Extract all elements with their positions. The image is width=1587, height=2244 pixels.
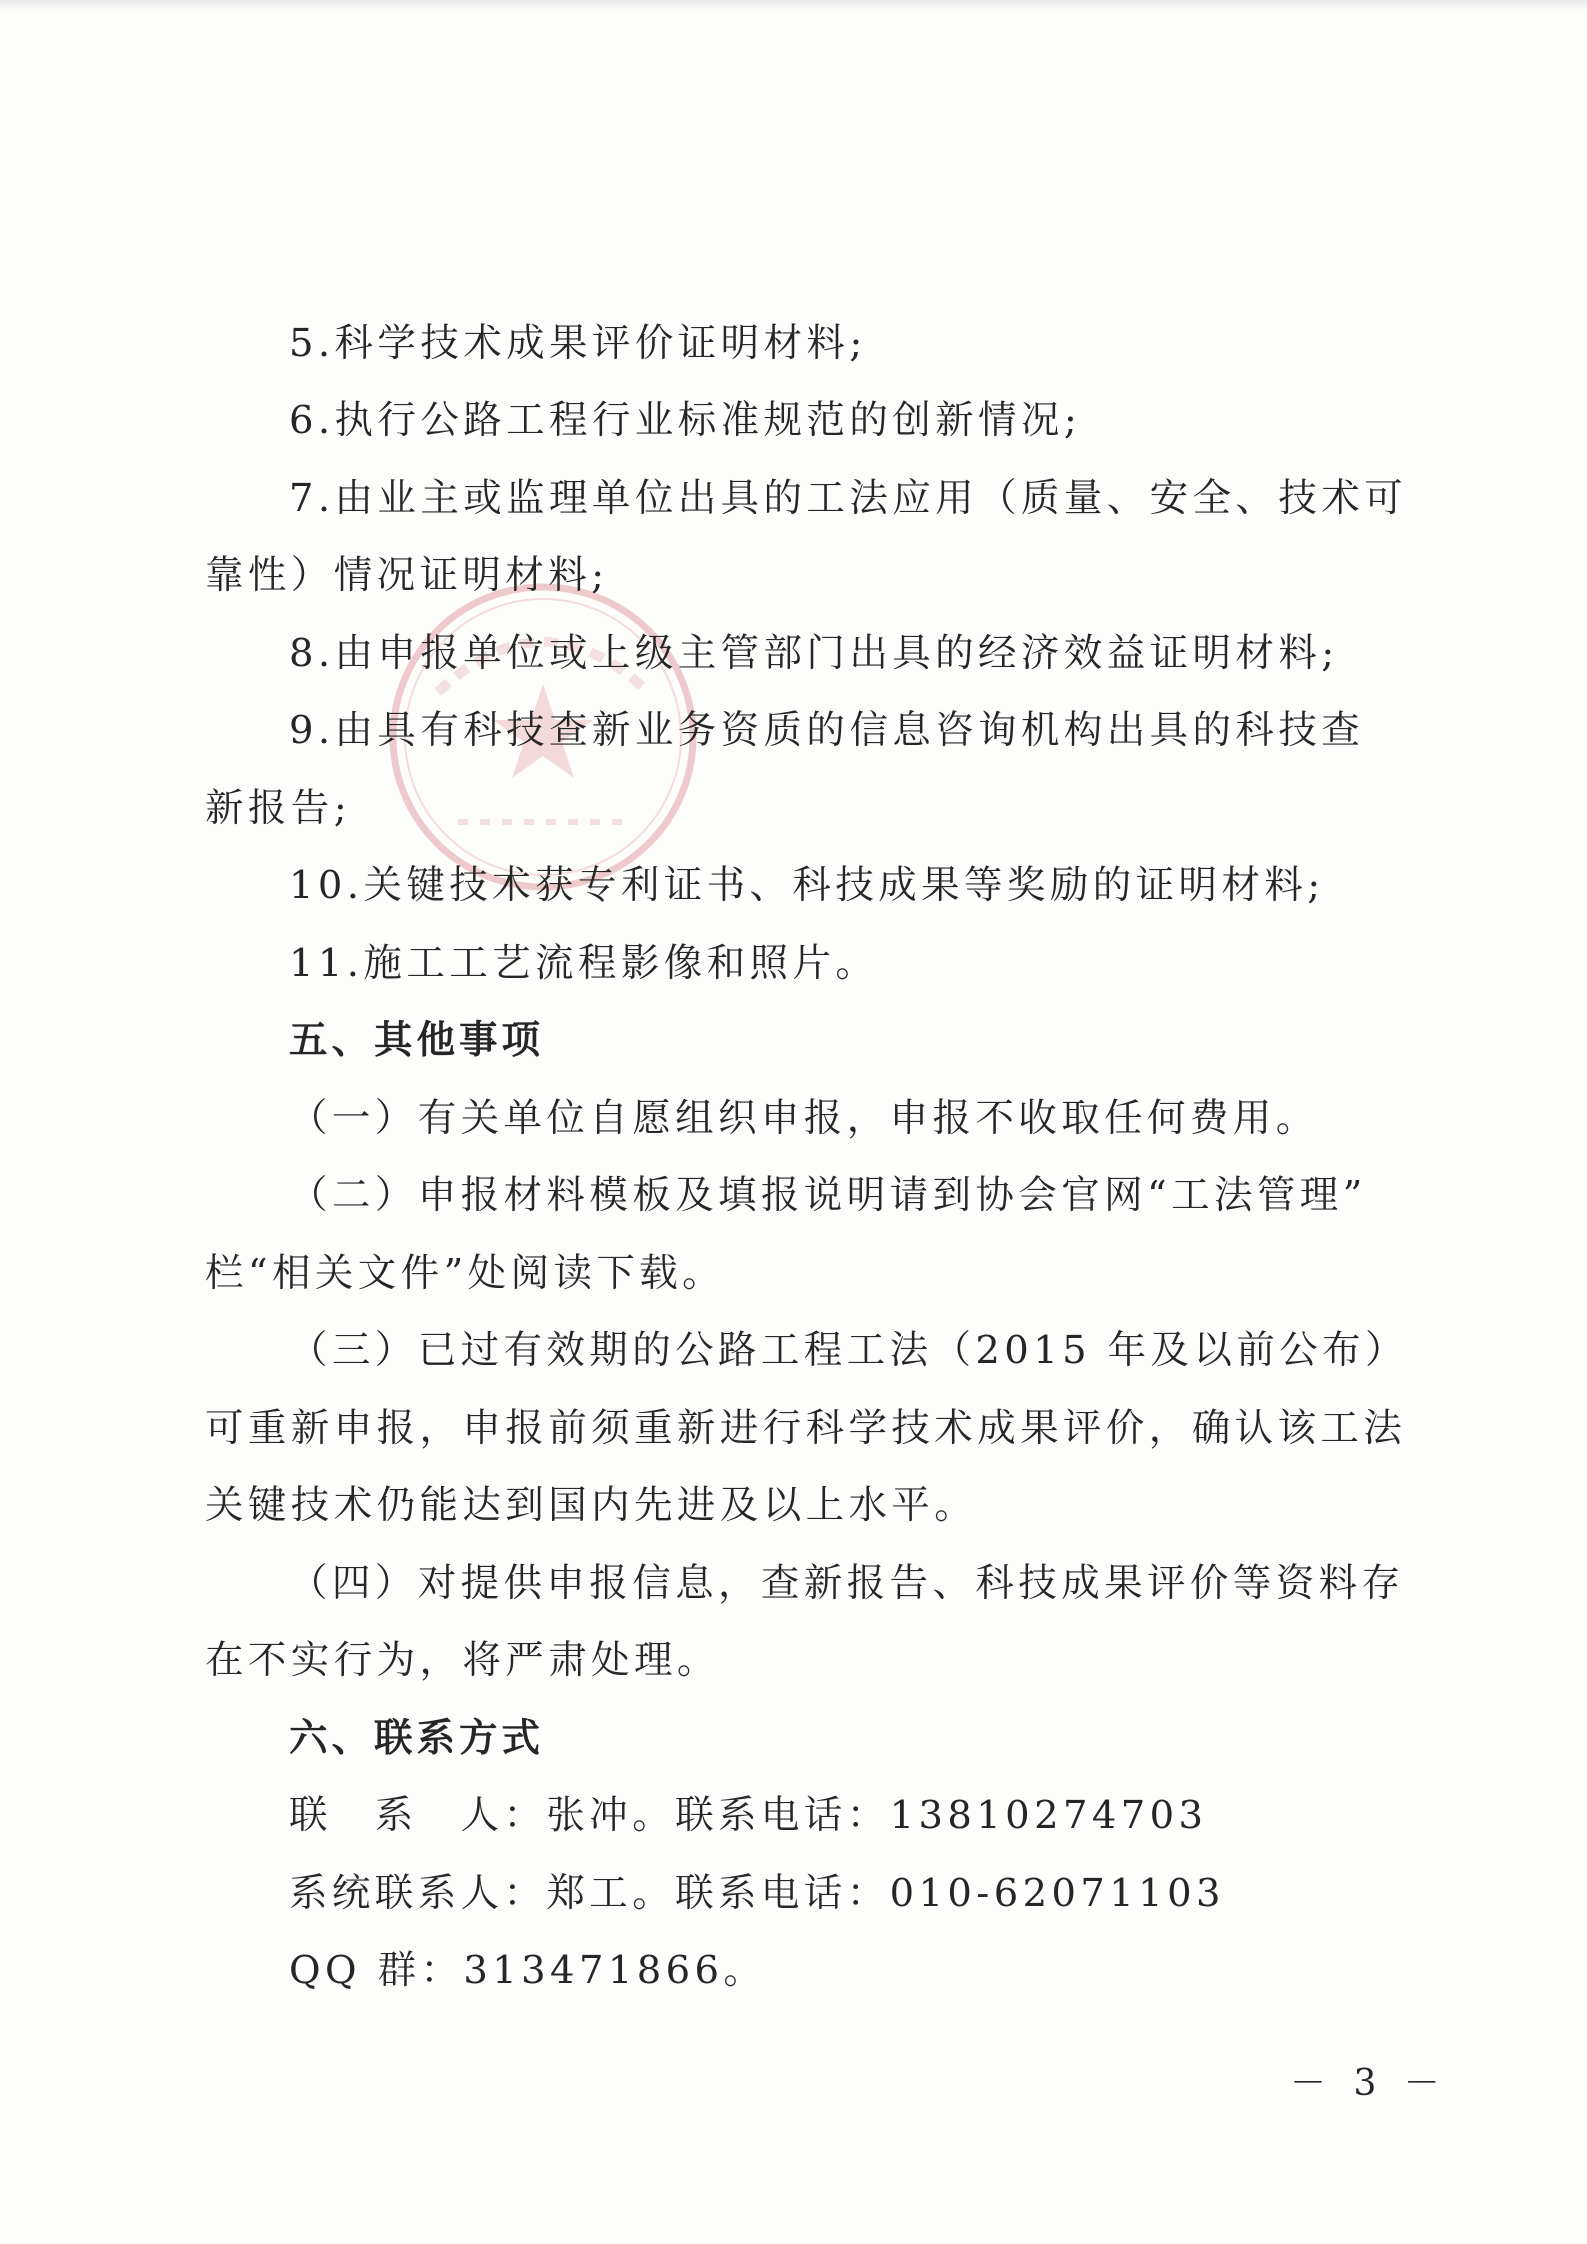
item-10: 10.关键技术获专利证书、科技成果等奖励的证明材料; bbox=[289, 863, 1325, 908]
other-item-2: （二）申报材料模板及填报说明请到协会官网“工法管理” bbox=[289, 1173, 1367, 1218]
section-5-heading: 五、其他事项 bbox=[289, 1018, 545, 1063]
item-11: 11.施工工艺流程影像和照片。 bbox=[289, 941, 879, 986]
other-item-3-continued: 可重新申报，申报前须重新进行科学技术成果评价，确认该工法 bbox=[205, 1406, 1407, 1451]
other-item-2-continued: 栏“相关文件”处阅读下载。 bbox=[205, 1251, 726, 1296]
system-contact: 系统联系人：郑工。联系电话：010-62071103 bbox=[289, 1871, 1225, 1916]
other-item-3: （三）已过有效期的公路工程工法（2015 年及以前公布） bbox=[289, 1328, 1408, 1373]
page-number: － 3 － bbox=[1290, 2063, 1448, 2104]
item-9-continued: 新报告; bbox=[205, 786, 352, 831]
item-7: 7.由业主或监理单位出具的工法应用（质量、安全、技术可 bbox=[289, 476, 1408, 521]
item-5: 5.科学技术成果评价证明材料; bbox=[289, 321, 867, 366]
other-item-4: （四）对提供申报信息，查新报告、科技成果评价等资料存 bbox=[289, 1561, 1405, 1606]
item-9: 9.由具有科技查新业务资质的信息咨询机构出具的科技查 bbox=[289, 708, 1365, 753]
other-item-1: （一）有关单位自愿组织申报，申报不收取任何费用。 bbox=[289, 1096, 1319, 1141]
other-item-4-continued: 在不实行为，将严肃处理。 bbox=[205, 1638, 720, 1683]
item-8: 8.由申报单位或上级主管部门出具的经济效益证明材料; bbox=[289, 631, 1339, 676]
qq-group: QQ 群：313471866。 bbox=[289, 1948, 767, 1993]
item-6: 6.执行公路工程行业标准规范的创新情况; bbox=[289, 398, 1082, 443]
item-7-continued: 靠性）情况证明材料; bbox=[205, 553, 609, 598]
contact-person: 联 系 人：张冲。联系电话：13810274703 bbox=[289, 1793, 1208, 1838]
other-item-3-continued-2: 关键技术仍能达到国内先进及以上水平。 bbox=[205, 1483, 978, 1528]
scan-edge bbox=[0, 0, 1587, 10]
section-6-heading: 六、联系方式 bbox=[289, 1716, 545, 1761]
